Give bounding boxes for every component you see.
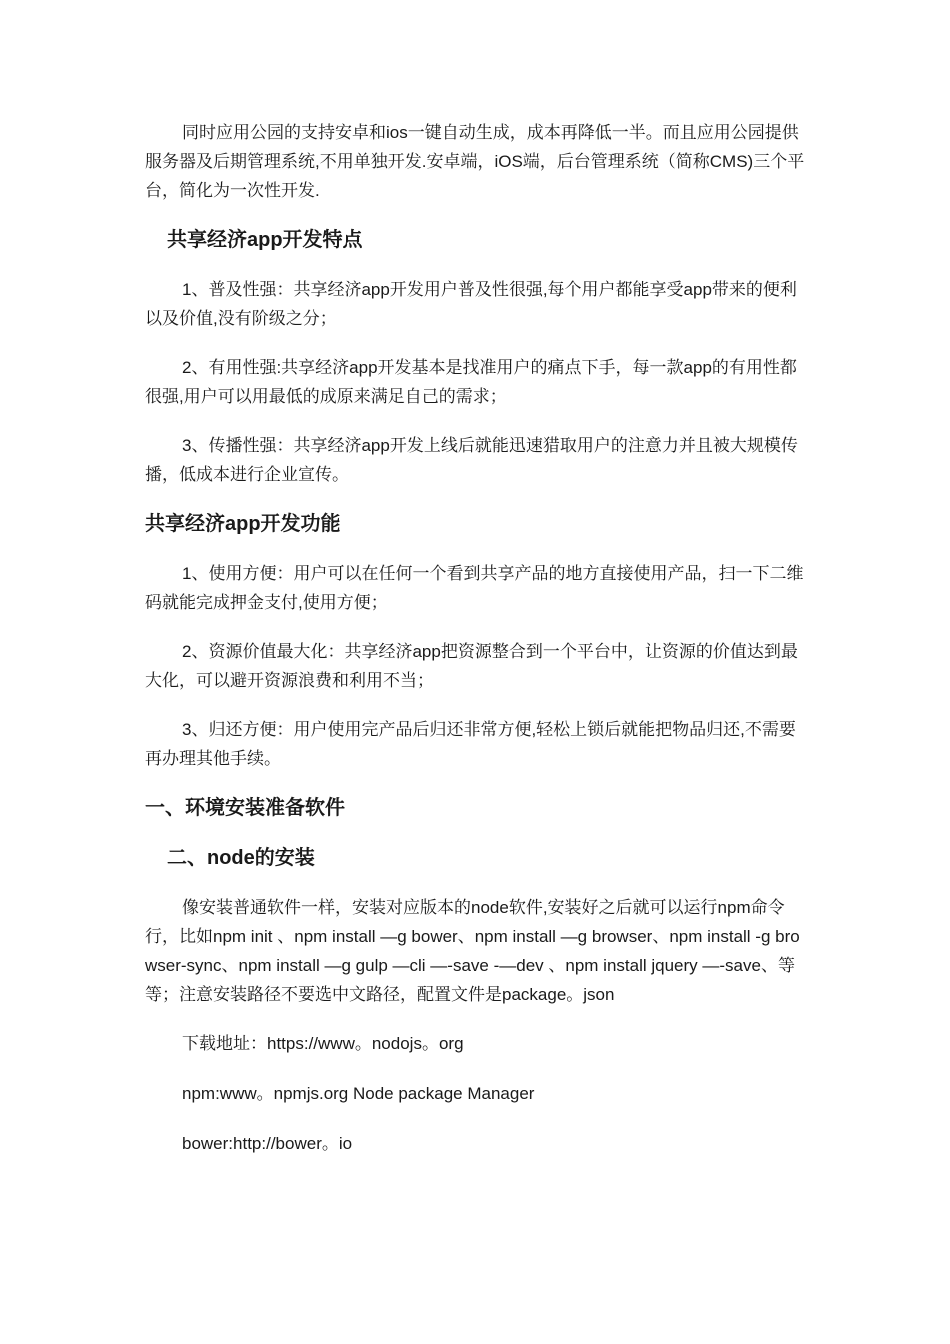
section2-heading: 二、node的安装 [167,847,315,869]
feature-item-3: 3、传播性强：共享经济app开发上线后就能迅速猎取用户的注意力并且被大规模传播，低成本进行企业宣传。 [145,436,798,484]
features-heading: 共享经济app开发特点 [167,229,363,251]
bower-link-line: bower:http://bower。io [182,1134,353,1153]
document-page [145,118,807,1179]
functions-heading: 共享经济app开发功能 [145,513,341,535]
npm-link-line: npm:www。npmjs.org Node package Manager [182,1084,535,1103]
function-item-2: 2、资源价值最大化：共享经济app把资源整合到一个平台中，让资源的价值达到最大化，可以避开资源浪费和利用不当； [145,642,798,690]
intro-paragraph: 同时应用公园的支持安卓和ios一键自动生成，成本再降低一半。而且应用公园提供服务器及后期管理系统,不用单独开发.安卓端，iOS端，后台管理系统（简称CMS)三个平台，简化为一次性开发. [145,123,805,200]
node-install-paragraph: 像安装普通软件一样，安装对应版本的node软件,安装好之后就可以运行npm命令行，比如npm init 、npm install —g bower、npm install —g browser、npm install -g browser-sync、npm install —g gulp —cli —-save -—dev 、npm install jquery —-save、等等；注意安装路径不要选中文路径，配置文件是package。json [145,898,800,1004]
feature-item-1: 1、普及性强：共享经济app开发用户普及性很强,每个用户都能享受app带来的便利以及价值,没有阶级之分； [145,280,797,328]
section1-heading: 一、环境安装准备软件 [145,797,345,819]
function-item-3: 3、归还方便：用户使用完产品后归还非常方便,轻松上锁后就能把物品归还,不需要再办理其他手续。 [145,720,796,768]
function-item-1: 1、使用方便：用户可以在任何一个看到共享产品的地方直接使用产品，扫一下二维码就能完成押金支付,使用方便； [145,564,804,612]
feature-item-2: 2、有用性强:共享经济app开发基本是找准用户的痛点下手，每一款app的有用性都很强,用户可以用最低的成原来满足自己的需求； [145,358,797,406]
download-link-line: 下载地址：https://www。nodojs。org [182,1034,464,1053]
